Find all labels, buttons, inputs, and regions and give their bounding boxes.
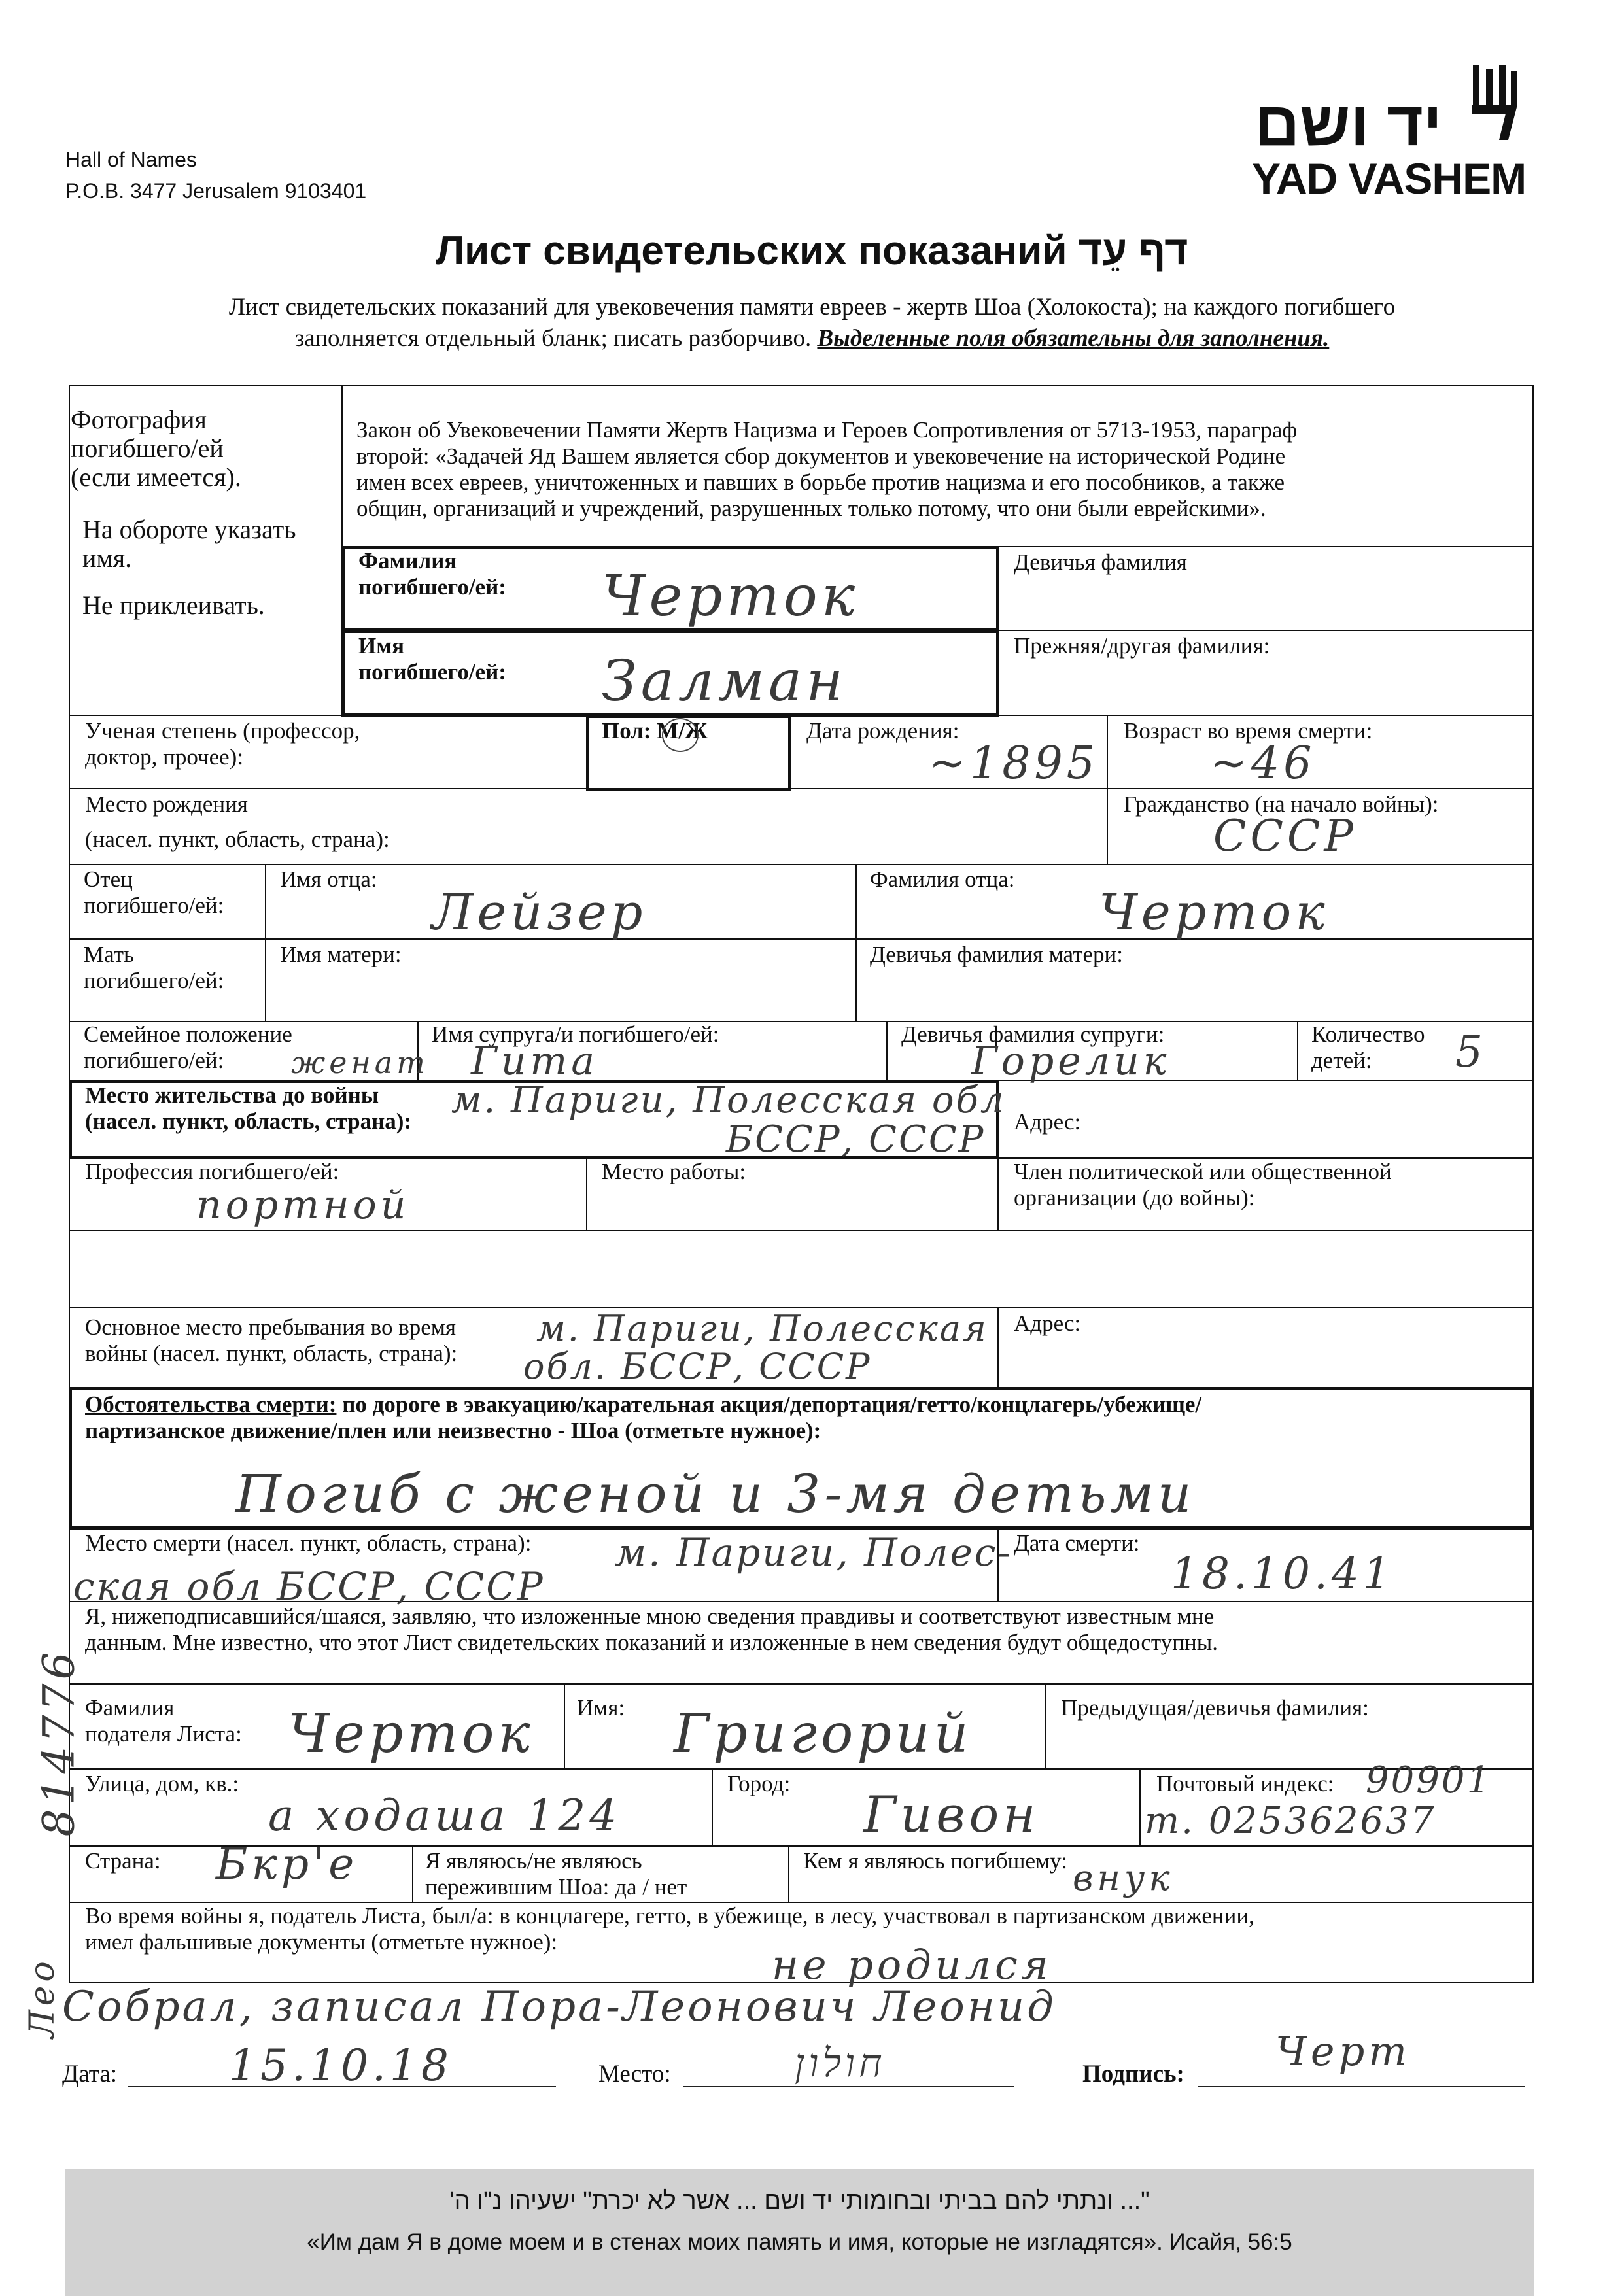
menorah-hand-icon xyxy=(1468,63,1520,141)
children-label-1: Количество xyxy=(1311,1021,1425,1047)
relation-field[interactable]: внук xyxy=(1073,1857,1174,1898)
wartime-place-label xyxy=(85,1314,457,1367)
photo-note-1: На обороте указать xyxy=(82,515,296,544)
submitter-surname-field[interactable]: Черток xyxy=(288,1703,534,1765)
father-surname-label: Фамилия отца: xyxy=(870,866,1015,892)
photo-label-1: Фотография xyxy=(71,405,207,434)
spouse-maiden-label: Девичья фамилия супруги: xyxy=(901,1021,1165,1047)
place-label: Место: xyxy=(598,2061,671,2087)
collector-note: Собрал, записал Пора-Леонович Леонид xyxy=(62,1983,1056,2031)
residence-field-line-2[interactable]: БССР, СССР xyxy=(726,1118,986,1161)
mother-maiden-label: Девичья фамилия матери: xyxy=(870,942,1123,967)
mother-label-2: погибшего/ей: xyxy=(84,968,224,993)
victim-surname-label-1: Фамилия xyxy=(358,548,457,574)
degree-label-2: доктор, прочее): xyxy=(85,744,244,770)
law-line-2: второй: «Задачей Яд Вашем является сбор документов и увековечение на исторической Родине xyxy=(356,443,1286,469)
submitter-street-label: Улица, дом, кв.: xyxy=(85,1771,239,1796)
death-circumstances-options: по дороге в эвакуацию/карательная акция/депортация/гетто/концлагерь/убежище/ xyxy=(336,1392,1202,1417)
yad-vashem-logo xyxy=(1243,58,1544,208)
submitter-country-label: Страна: xyxy=(85,1848,161,1874)
footer-quote-russian: «Им дам Я в доме моем и в стенах моих память и имя, которые не изгладятся». Исайя, 56:5 xyxy=(307,2229,1292,2255)
submitter-name-label: Имя: xyxy=(577,1695,625,1721)
victim-name-field[interactable]: Залман xyxy=(602,649,847,714)
org-address: P.O.B. 3477 Jerusalem 9103401 xyxy=(65,179,367,203)
place-underline xyxy=(683,2086,1014,2087)
birthplace-label-1: Место рождения xyxy=(85,791,248,817)
children-label-2: детей: xyxy=(1311,1048,1372,1073)
intro-line-2-plain: заполняется отдельный бланк; писать разборчиво. xyxy=(294,325,818,352)
victim-surname-field[interactable]: Черток xyxy=(602,564,859,629)
footer-quote-hebrew: "... ונתתי להם בביתי ובחומותי יד ושם ... אשר לא יכרת" ישעיהו נ"ו ה' xyxy=(449,2187,1150,2215)
organization-label-2: организации (до войны): xyxy=(1014,1185,1255,1210)
law-line-4: общин, организаций и учреждений, разрушенных только потому, что они были еврейскими». xyxy=(356,496,1266,521)
submitter-name-field[interactable]: Григорий xyxy=(674,1703,973,1765)
death-place-field-line-2[interactable]: ская обл БССР, СССР xyxy=(73,1564,545,1609)
submitter-wartime-field[interactable]: не родился xyxy=(772,1941,1052,1989)
death-circumstances-field[interactable]: Погиб с женой и 3-мя детьми xyxy=(235,1464,1196,1524)
margin-note: 814776 xyxy=(33,1648,84,1837)
photo-note-2: имя. xyxy=(82,543,132,573)
citizenship-label: Гражданство (на начало войны): xyxy=(1124,791,1439,817)
victim-name-label xyxy=(358,633,506,685)
children-field[interactable]: 5 xyxy=(1455,1027,1487,1077)
wartime-place-label-2: войны (насел. пункт, область, страна): xyxy=(85,1341,458,1366)
signature-label: Подпись: xyxy=(1082,2061,1184,2087)
logo-hebrew: יד ושם xyxy=(1254,89,1442,159)
father-label-2: погибшего/ей: xyxy=(84,893,224,918)
survivor-label-2: пережившим Шоа: да / нет xyxy=(425,1874,687,1900)
submitter-street-field[interactable]: а ходаша 124 xyxy=(268,1791,621,1841)
submitter-zip-field[interactable]: 90901 xyxy=(1366,1759,1493,1802)
submitter-surname-label-1: Фамилия xyxy=(85,1695,175,1721)
intro-required-note: Выделенные поля обязательны для заполнения. xyxy=(817,325,1330,352)
family-status-label-2: погибшего/ей: xyxy=(84,1048,224,1073)
place-field[interactable]: חולון xyxy=(795,2040,886,2086)
spouse-maiden-field[interactable]: Горелик xyxy=(971,1038,1171,1084)
organization-label xyxy=(1014,1159,1392,1211)
residence-label-2: (насел. пункт, область, страна): xyxy=(85,1108,412,1134)
residence-label xyxy=(85,1082,411,1135)
death-circumstances-label-line-1 xyxy=(85,1392,1524,1418)
submitter-city-field[interactable]: Гивон xyxy=(863,1785,1040,1843)
birthplace-label xyxy=(85,791,390,853)
submitter-surname-label xyxy=(85,1695,242,1747)
victim-name-label-1: Имя xyxy=(358,633,404,659)
father-name-label: Имя отца: xyxy=(280,866,377,892)
survivor-label-1: Я являюсь/не являюсь xyxy=(425,1848,642,1874)
age-label: Возраст во время смерти: xyxy=(1124,718,1373,744)
wartime-place-field-line-2[interactable]: обл. БССР, СССР xyxy=(523,1346,872,1387)
footer-quote-band xyxy=(65,2169,1534,2296)
submitter-prev-surname-label: Предыдущая/девичья фамилия: xyxy=(1061,1695,1369,1721)
father-label-1: Отец xyxy=(84,866,133,892)
submitter-phone-field[interactable]: т. 025362637 xyxy=(1145,1800,1436,1842)
photo-label-2: погибшего/ей xyxy=(71,434,224,463)
victim-surname-label-2: погибшего/ей: xyxy=(358,574,506,600)
signature-field[interactable]: Черт xyxy=(1275,2027,1411,2075)
photo-note-3: Не приклеивать. xyxy=(82,591,265,620)
submitter-city-label: Город: xyxy=(727,1771,791,1796)
victim-surname-label xyxy=(358,548,506,600)
victim-maiden-label: Девичья фамилия xyxy=(1014,549,1187,575)
father-name-field[interactable]: Лейзер xyxy=(432,883,647,941)
birthdate-label: Дата рождения: xyxy=(806,718,959,744)
spouse-name-label: Имя супруга/и погибшего/ей: xyxy=(432,1021,719,1047)
signature-underline xyxy=(1198,2086,1525,2087)
residence-field-line-1[interactable]: м. Париги, Полесская обл xyxy=(451,1079,1006,1122)
residence-address-label: Адрес: xyxy=(1014,1109,1081,1135)
children-label xyxy=(1311,1021,1425,1074)
father-label xyxy=(84,866,224,919)
submitter-wartime-label-2: имел фальшивые документы (отметьте нужное): xyxy=(85,1929,558,1955)
logo-latin: YAD VASHEM xyxy=(1252,154,1527,203)
death-circumstances-label xyxy=(85,1392,1524,1444)
mother-label-1: Мать xyxy=(84,942,135,967)
citizenship-field[interactable]: СССР xyxy=(1213,811,1357,861)
declaration-text xyxy=(85,1603,1524,1656)
date-label: Дата: xyxy=(62,2061,118,2087)
father-surname-field[interactable]: Черток xyxy=(1099,883,1329,941)
profession-field[interactable]: портной xyxy=(196,1182,410,1228)
margin-note-2: Лео xyxy=(23,1957,62,2038)
page-title: Лист свидетельских показаний דף עֵד xyxy=(436,228,1188,273)
birthplace-label-2: (насел. пункт, область, страна): xyxy=(85,827,390,852)
mother-name-label: Имя матери: xyxy=(280,942,402,967)
photo-label-3: (если имеется). xyxy=(71,462,241,492)
declaration-line-1: Я, нижеподписавшийся/шаяся, заявляю, что изложенные мною сведения правдивы и соответствуют известным мне xyxy=(85,1603,1215,1629)
photo-area[interactable] xyxy=(71,405,339,713)
gender-circle-mark xyxy=(662,718,699,752)
victim-name-label-2: погибшего/ей: xyxy=(358,659,506,685)
wartime-place-label-1: Основное место пребывания во время xyxy=(85,1314,457,1340)
family-status-label-1: Семейное положение xyxy=(84,1021,292,1047)
victim-prev-surname-label: Прежняя/другая фамилия: xyxy=(1014,633,1270,659)
age-field[interactable]: ~46 xyxy=(1210,738,1316,789)
wartime-place-field-line-1[interactable]: м. Париги, Полесская xyxy=(536,1308,988,1349)
declaration-line-2: данным. Мне известно, что этот Лист свидетельских показаний и изложенные в нем сведения будут общедоступны. xyxy=(85,1630,1218,1655)
family-status-field[interactable]: женат xyxy=(291,1045,429,1080)
death-date-field[interactable]: 18.10.41 xyxy=(1171,1549,1394,1599)
law-line-1: Закон об Увековечении Памяти Жертв Нацизма и Героев Сопротивления от 5713-1953, параграф xyxy=(356,417,1298,443)
degree-label-1: Ученая степень (профессор, xyxy=(85,718,360,744)
residence-label-1: Место жительства до войны xyxy=(85,1082,379,1108)
submitter-country-field[interactable]: Бкр'е xyxy=(216,1839,358,1889)
birthdate-field[interactable]: ~1895 xyxy=(929,738,1099,789)
profession-label: Профессия погибшего/ей: xyxy=(85,1159,339,1184)
law-text xyxy=(356,417,1527,522)
gender-label[interactable]: Пол: М/Ж xyxy=(602,718,708,744)
relation-label: Кем я являюсь погибшему: xyxy=(803,1848,1067,1874)
degree-label xyxy=(85,718,360,770)
death-date-label: Дата смерти: xyxy=(1014,1530,1140,1556)
submitter-zip-label: Почтовый индекс: xyxy=(1156,1771,1334,1796)
law-line-3: имен всех евреев, уничтоженных и павших в борьбе против нацизма и его пособников, а также xyxy=(356,470,1285,495)
family-status-label xyxy=(84,1021,292,1074)
intro-line-2 xyxy=(0,324,1624,352)
spouse-name-field[interactable]: Гита xyxy=(471,1038,599,1084)
death-place-label: Место смерти (насел. пункт, область, страна): xyxy=(85,1530,532,1556)
death-circumstances-label-line-2: партизанское движение/плен или неизвестно - Шоа (отметьте нужное): xyxy=(85,1418,821,1443)
death-circumstances-title: Обстоятельства смерти: xyxy=(85,1392,337,1417)
mother-label xyxy=(84,942,224,994)
death-place-field-line-1[interactable]: м. Париги, Полес- xyxy=(615,1530,1012,1575)
submitter-wartime-label-1: Во время войны я, податель Листа, был/а: в концлагере, гетто, в убежище, в лесу, участвовал в партизанском движении, xyxy=(85,1903,1254,1928)
survivor-label[interactable] xyxy=(425,1848,687,1900)
workplace-label: Место работы: xyxy=(602,1159,746,1184)
organization-label-1: Член политической или общественной xyxy=(1014,1159,1392,1184)
org-name: Hall of Names xyxy=(65,148,197,171)
wartime-address-label: Адрес: xyxy=(1014,1311,1081,1336)
date-field[interactable]: 15.10.18 xyxy=(229,2040,453,2091)
intro-line-1: Лист свидетельских показаний для увековечения памяти евреев - жертв Шоа (Холокоста); на каждого погибшего xyxy=(228,294,1396,320)
submitter-surname-label-2: подателя Листа: xyxy=(85,1721,242,1747)
